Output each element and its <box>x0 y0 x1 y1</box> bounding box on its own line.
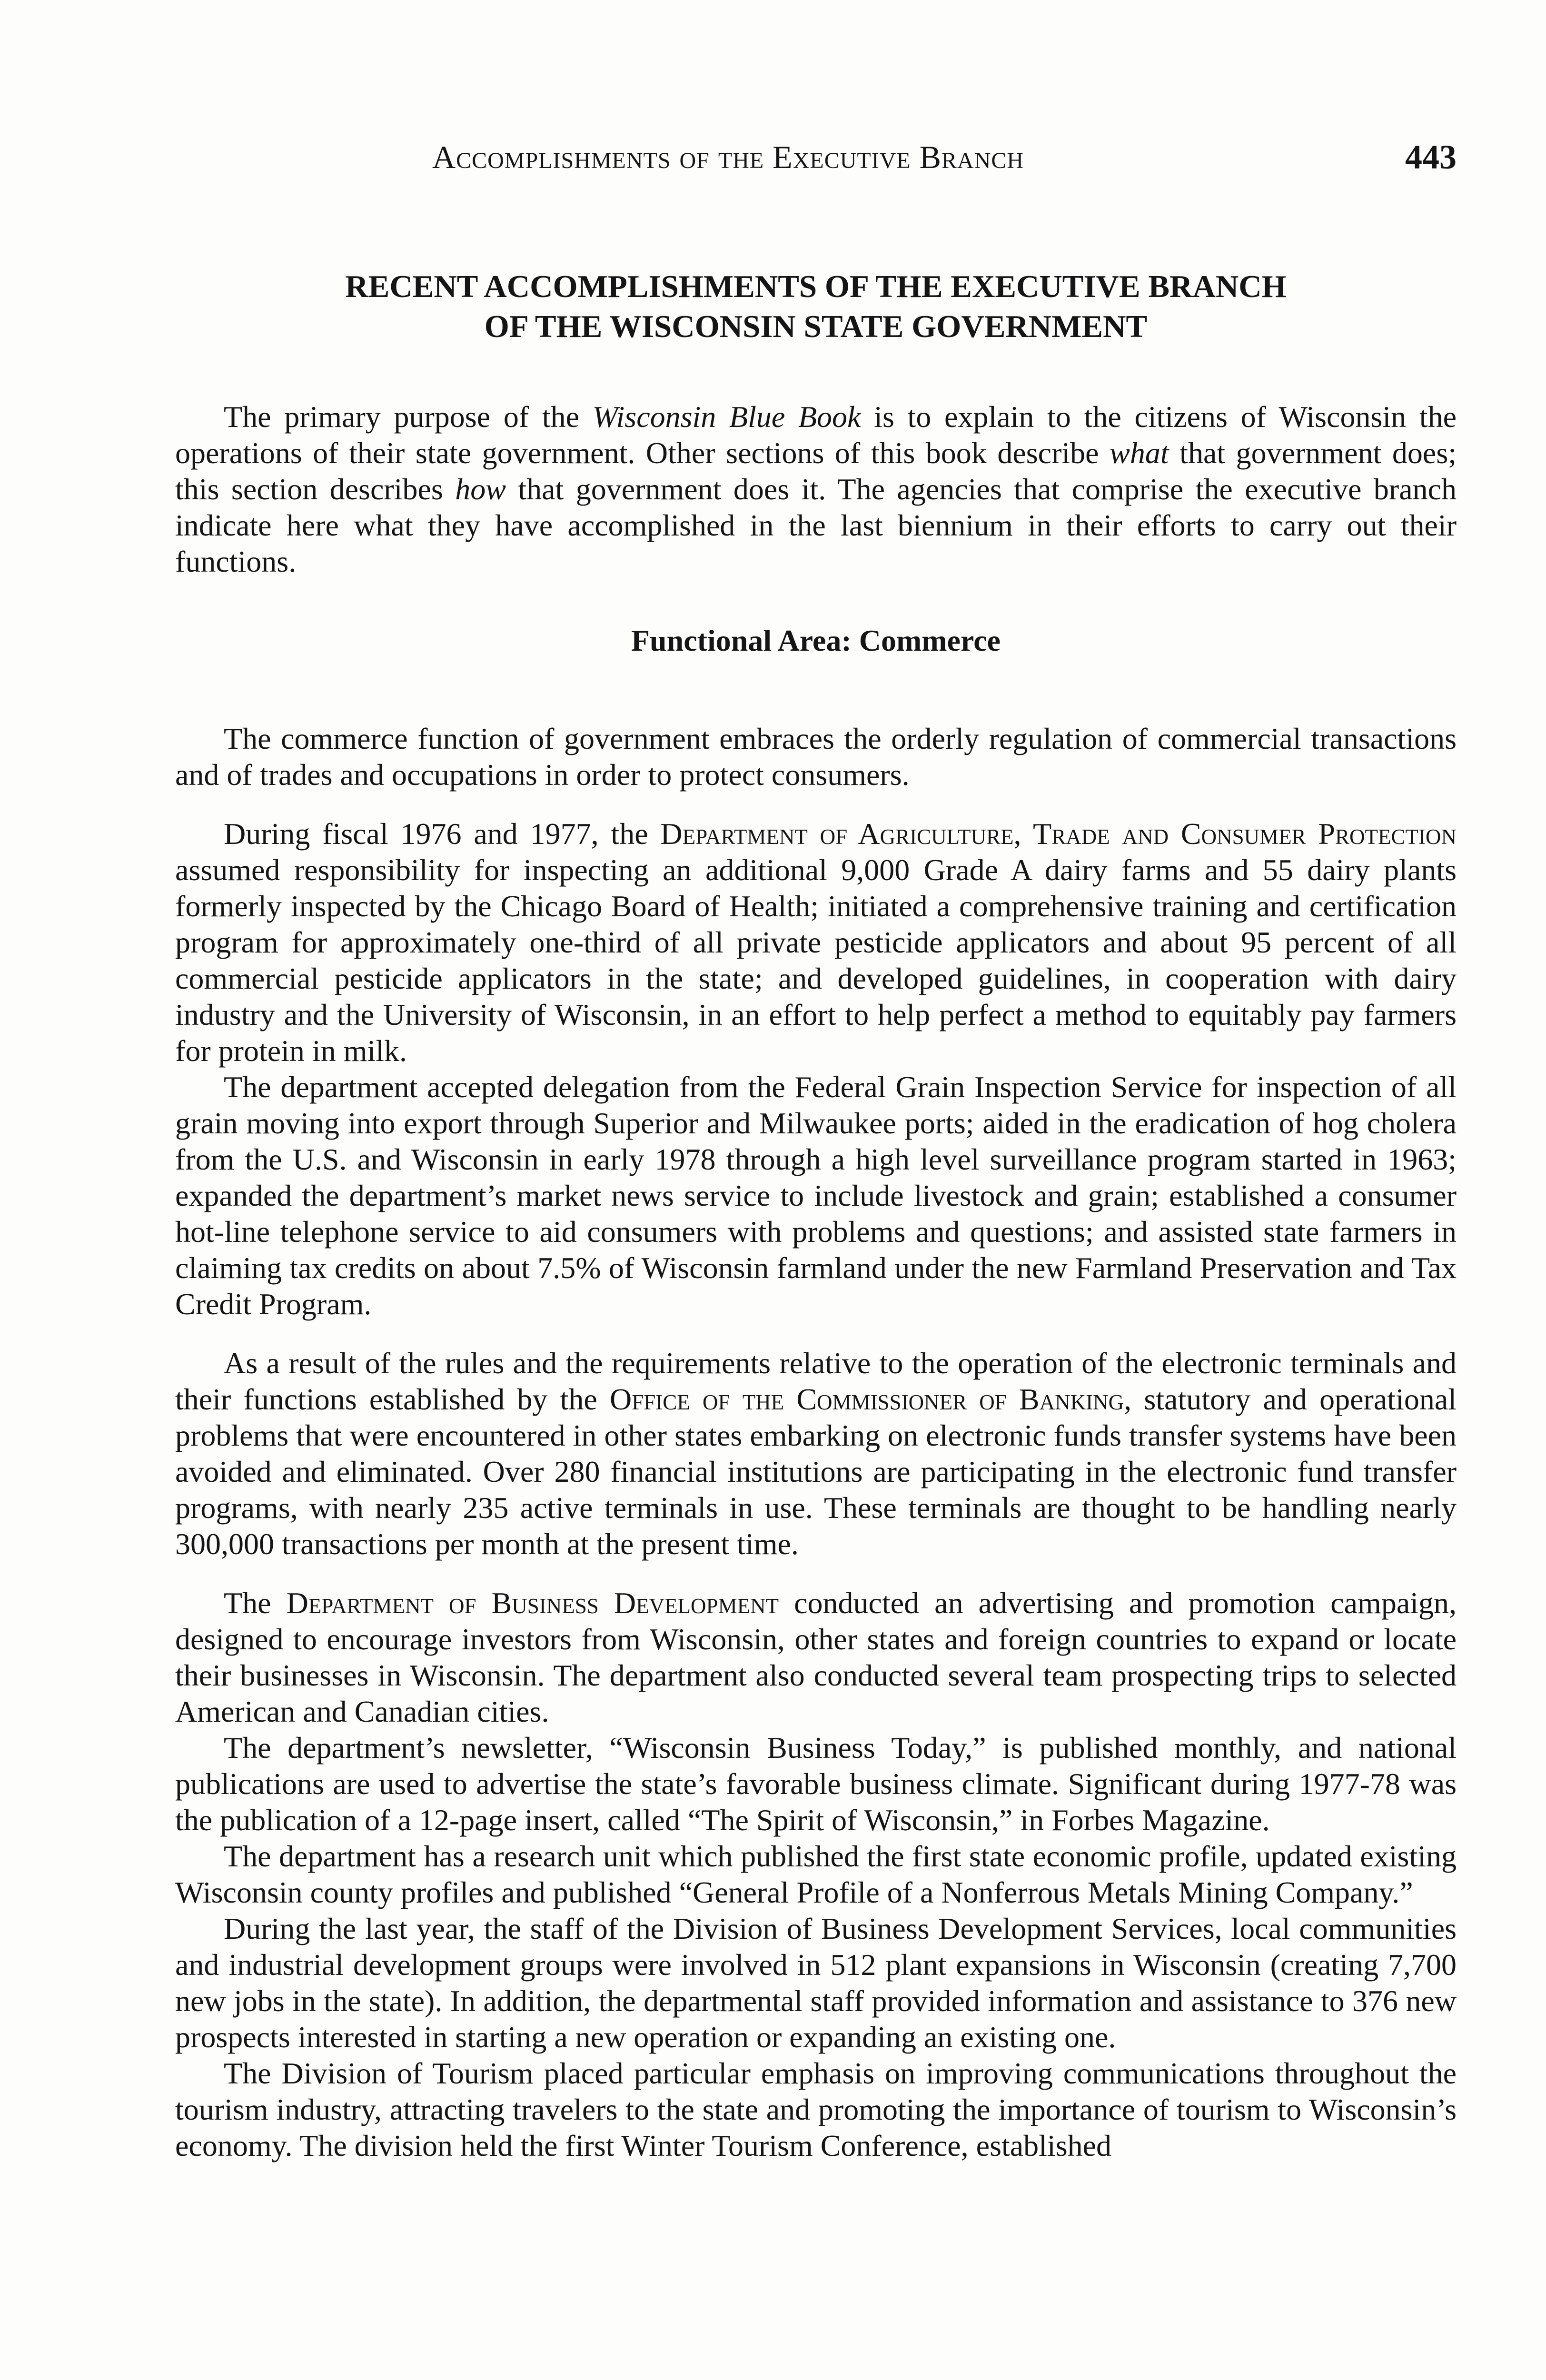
paragraph-text: assumed responsibility for inspecting an additional 9,000 Grade A dairy farms and 55 dairy plants formerly inspected by the Chicago Board of Health; initiated a comprehensive training and certification program for approximately one-third of all private pesticide applicators and about 95 percent of all commercial pesticide applicators in the state; and developed guidelines, in cooperation with dairy industry and the University of Wisconsin, in an effort to help perfect a method to equitably pay farmers for protein in milk. <box>175 853 1457 1068</box>
page-number: 443 <box>1405 138 1457 176</box>
page-title-line-1: RECENT ACCOMPLISHMENTS OF THE EXECUTIVE BRANCH <box>345 269 1287 304</box>
intro-text-3: that government does; this section describes <box>175 436 1457 506</box>
book-title: Wisconsin Blue Book <box>592 400 861 434</box>
paragraph-commerce-function: The commerce function of government embraces the orderly regulation of commercial transactions and of trades and occupations in order to protect consumers. <box>175 722 1457 792</box>
page-header <box>175 136 1457 178</box>
paragraph-business-development <box>175 1585 1457 1730</box>
agency-name: Office of the Commissioner of Banking <box>610 1382 1124 1416</box>
paragraph-agriculture-dept <box>175 816 1457 1069</box>
paragraph-plant-expansions: During the last year, the staff of the Division of Business Development Services, local communities and industrial development groups were involved in 512 plant expansions in Wisconsin (creating 7,700 new jobs in the state). In addition, the departmental staff provided information and assistance to 376 new prospects interested in starting a new operation or expanding an existing one. <box>175 1912 1457 2054</box>
emphasis-what: what <box>1110 436 1169 470</box>
paragraph-text: The <box>224 1586 287 1620</box>
running-head: Accomplishments of the Executive Branch <box>432 139 1024 175</box>
paragraph-banking <box>175 1345 1457 1562</box>
intro-paragraph <box>175 399 1457 580</box>
emphasis-how: how <box>455 472 506 506</box>
paragraph-grain-inspection: The department accepted delegation from the Federal Grain Inspection Service for inspection of all grain moving into export through Superior and Milwaukee ports; aided in the eradication of hog cholera from the U.S. and Wisconsin in early 1978 through a high level surveillance program started in 1963; expanded the department’s market news service to include livestock and grain; established a consumer hot-line telephone service to aid consumers with problems and questions; and assisted state farmers in claiming tax credits on about 7.5% of Wisconsin farmland under the new Farmland Preservation and Tax Credit Program. <box>175 1070 1457 1321</box>
agency-name: Department of Agriculture, Trade and Consumer Protection <box>660 817 1457 851</box>
paragraph-newsletter: The department’s newsletter, “Wisconsin Business Today,” is published monthly, and national publications are used to advertise the state’s favorable business climate. Significant during 1977-78 was the publication of a 12-page insert, called “The Spirit of Wisconsin,” in Forbes Magazine. <box>175 1731 1457 1837</box>
paragraph-text: , statutory and operational problems that were encountered in other states embarking on electronic funds transfer systems have been avoided and eliminated. Over 280 financial institutions are participating in the electronic fund transfer programs, with nearly 235 active terminals in use. These terminals are thought to be handling nearly 300,000 transactions per month at the present time. <box>175 1382 1457 1561</box>
paragraph-tourism: The Division of Tourism placed particular emphasis on improving communications throughout the tourism industry, attracting travelers to the state and promoting the importance of tourism to Wisconsin’s economy. The division held the first Winter Tourism Conference, established <box>175 2056 1457 2162</box>
intro-text-4: that government does it. The agencies that comprise the executive branch indicate here what they have accomplished in the last biennium in their efforts to carry out their functions. <box>175 472 1457 578</box>
intro-text-1: The primary purpose of the <box>224 400 593 434</box>
paragraph-text: As a result of the rules and the requirements relative to the operation of the electronic terminals and their functions established by the <box>175 1346 1457 1416</box>
paragraph-text: During fiscal 1976 and 1977, the <box>224 817 661 851</box>
paragraph-text: conducted an advertising and promotion campaign, designed to encourage investors from Wisconsin, other states and foreign countries to expand or locate their businesses in Wisconsin. The department also conducted several team prospecting trips to selected American and Canadian cities. <box>175 1586 1457 1728</box>
page-title-line-2: OF THE WISCONSIN STATE GOVERNMENT <box>484 309 1148 344</box>
agency-name: Department of Business Development <box>286 1586 779 1620</box>
paragraph-research-unit: The department has a research unit which published the first state economic profile, updated existing Wisconsin county profiles and published “General Profile of a Nonferrous Metals Mining Company.” <box>175 1839 1457 1909</box>
section-heading: Functional Area: Commerce <box>631 624 1001 657</box>
page-body <box>175 267 1457 2164</box>
page-title <box>175 267 1457 347</box>
intro-text-2: is to explain to the citizens of Wisconsin the operations of their state government. Other sections of this book describe <box>175 400 1457 470</box>
